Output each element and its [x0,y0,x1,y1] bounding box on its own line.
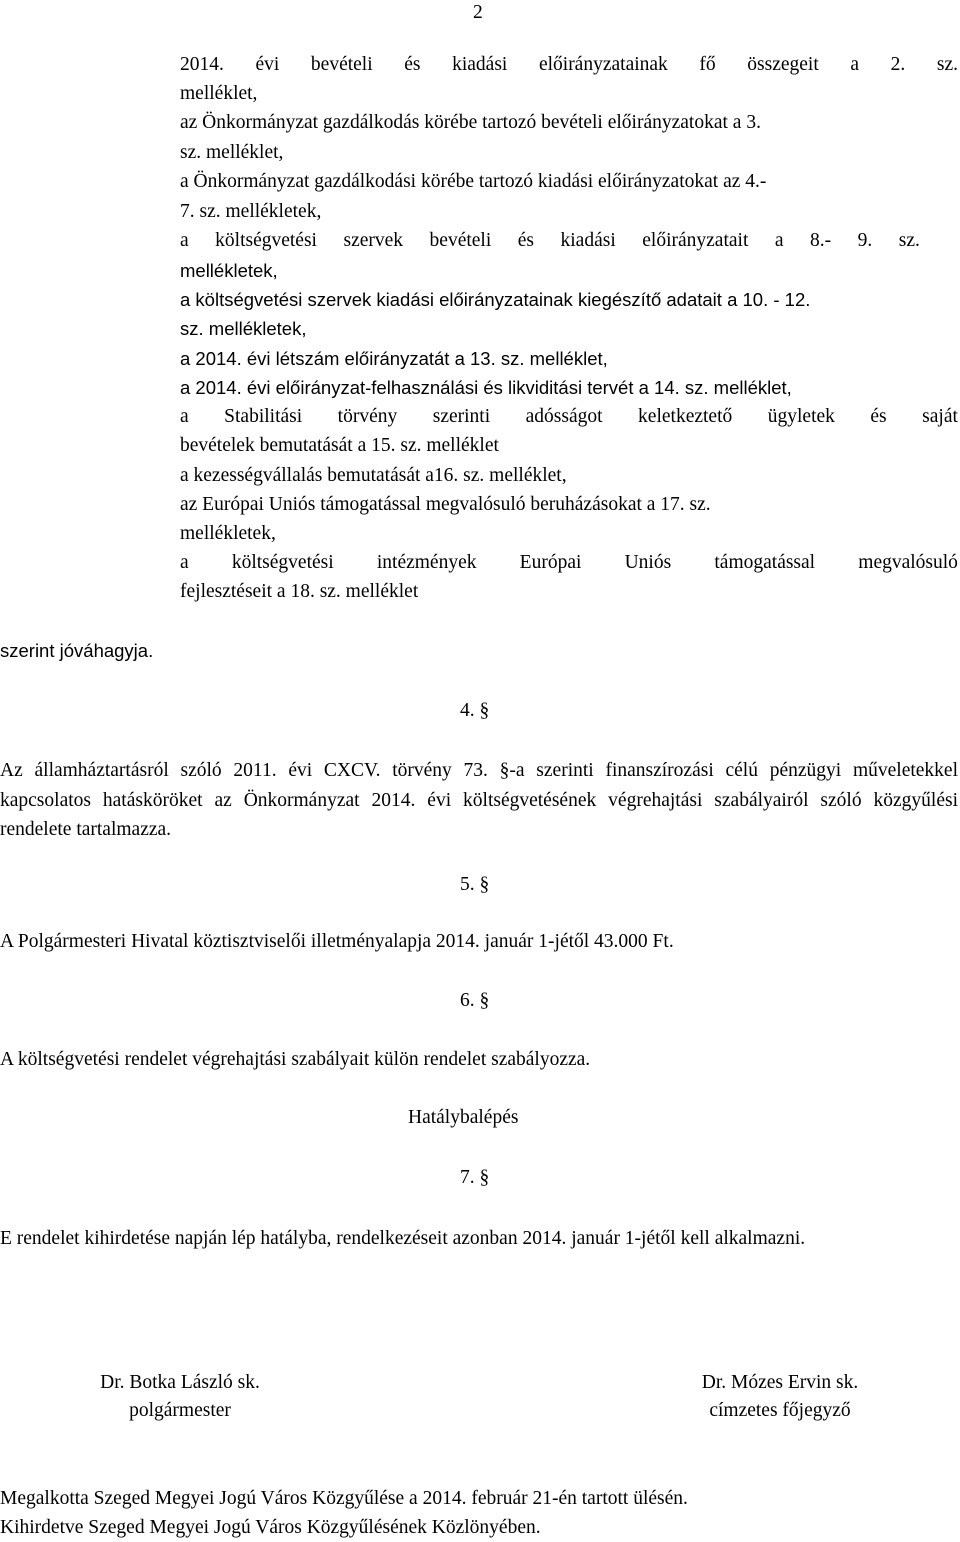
list-line: a kezességvállalás bemutatását a16. sz. melléklet, [180,465,567,486]
signer-title-right: címzetes főjegyző [709,1400,851,1421]
list-line: bevételek bemutatását a 15. sz. melléklet [180,435,499,456]
word: 2. [890,54,906,75]
footer-published: Kihirdetve Szeged Megyei Jogú Város Közgyűlésének Közlönyében. [0,1517,541,1538]
word: Stabilitási [224,406,303,427]
footer-adopted: Megalkotta Szeged Megyei Jogú Város Közgyűlése a 2014. február 21-én tartott ülésén. [0,1488,688,1509]
word: és [404,54,421,75]
word: 8.- [810,230,832,251]
annex-list [180,54,960,614]
list-line: sz. mellékletek, [180,318,307,339]
list-line: a költségvetési szervek kiadási előirányzatainak kiegészítő adatait a 10. - 12. [180,289,811,310]
signer-name-right: Dr. Mózes Ervin sk. [701,1372,859,1393]
word: Európai [519,552,582,573]
word: szerinti [432,406,491,427]
list-line: az Önkormányzat gazdálkodás körébe tartozó bevételi előirányzatokat a 3. [180,112,761,133]
word: kiadási [452,54,508,75]
word: bevételi [429,230,492,251]
signer-title-left: polgármester [129,1400,231,1421]
word: és [517,230,535,251]
signature-left [40,1372,320,1422]
word: megvalósuló [858,552,958,573]
word: és [870,406,887,427]
page-number: 2 [473,2,483,23]
word: sz. [898,230,920,251]
word: Uniós [624,552,672,573]
word: ügyletek [767,406,835,427]
list-line [180,230,920,252]
word: 2014. [180,54,224,75]
list-line [180,54,958,76]
list-line: a Önkormányzat gazdálkodási körébe tartozó kiadási előirányzatokat az 4.- [180,171,767,192]
list-line [180,552,958,574]
list-line [180,406,958,428]
section-6-text: A költségvetési rendelet végrehajtási szabályait külön rendelet szabályozza. [0,1049,591,1070]
section-5-heading: 5. § [460,874,490,895]
list-line: az Európai Uniós támogatással megvalósuló beruházásokat a 17. sz. [180,494,711,515]
word: adósságot [525,406,603,427]
list-line: a 2014. évi létszám előirányzatát a 13. sz. melléklet, [180,348,608,369]
word: 9. [857,230,873,251]
word: előirányzatait [642,230,749,251]
effective-heading: Hatálybalépés [408,1107,519,1128]
section-4-text: Az államháztartásról szóló 2011. évi CXCV. törvény 73. §-a szerinti finanszírozási célú pénzügyi műveletekkel kapcsolatos hatásköröket az Önkormányzat 2014. évi költségvetésének végrehajtási szabályairól szóló közgyűlési rendelete tartalmazza. [0,760,958,840]
word: keletkeztető [638,406,733,427]
word: a [180,552,189,573]
section-4-heading: 4. § [460,700,490,721]
section-5-text: A Polgármesteri Hivatal köztisztviselői illetményalapja 2014. január 1-jétől 43.000 Ft. [0,931,674,952]
word: fő [699,54,716,75]
word: támogatással [714,552,816,573]
section-7-heading: 7. § [460,1167,490,1188]
word: kiadási [560,230,616,251]
list-line: fejlesztéseit a 18. sz. melléklet [180,581,419,602]
signer-name-left: Dr. Botka László sk. [100,1372,260,1393]
word: költségvetési [231,552,334,573]
word: összegeit [747,54,819,75]
word: a [850,54,860,75]
approval-text: szerint jóváhagyja. [0,640,154,661]
signature-right [640,1372,920,1422]
word: sz. [936,54,958,75]
list-line: a 2014. évi előirányzat-felhasználási és likviditási tervét a 14. sz. melléklet, [180,377,792,398]
list-line: melléklet, [180,83,258,104]
section-6-heading: 6. § [460,990,490,1011]
word: bevételi [310,54,373,75]
word: intézmények [376,552,477,573]
word: a [180,230,189,251]
word: saját [922,406,958,427]
word: törvény [337,406,398,427]
word: költségvetési [215,230,317,251]
word: szervek [343,230,404,251]
word: a [180,406,189,427]
section-7-text: E rendelet kihirdetése napján lép hatályba, rendelkezéseit azonban 2014. január 1-jétől kell alkalmazni. [0,1228,806,1249]
list-line: mellékletek, [180,523,276,544]
list-line: sz. melléklet, [180,142,284,163]
word: a [774,230,784,251]
list-line: 7. sz. mellékletek, [180,201,322,222]
word: előirányzatainak [538,54,668,75]
word: évi [255,54,280,75]
list-line: mellékletek, [180,260,278,281]
